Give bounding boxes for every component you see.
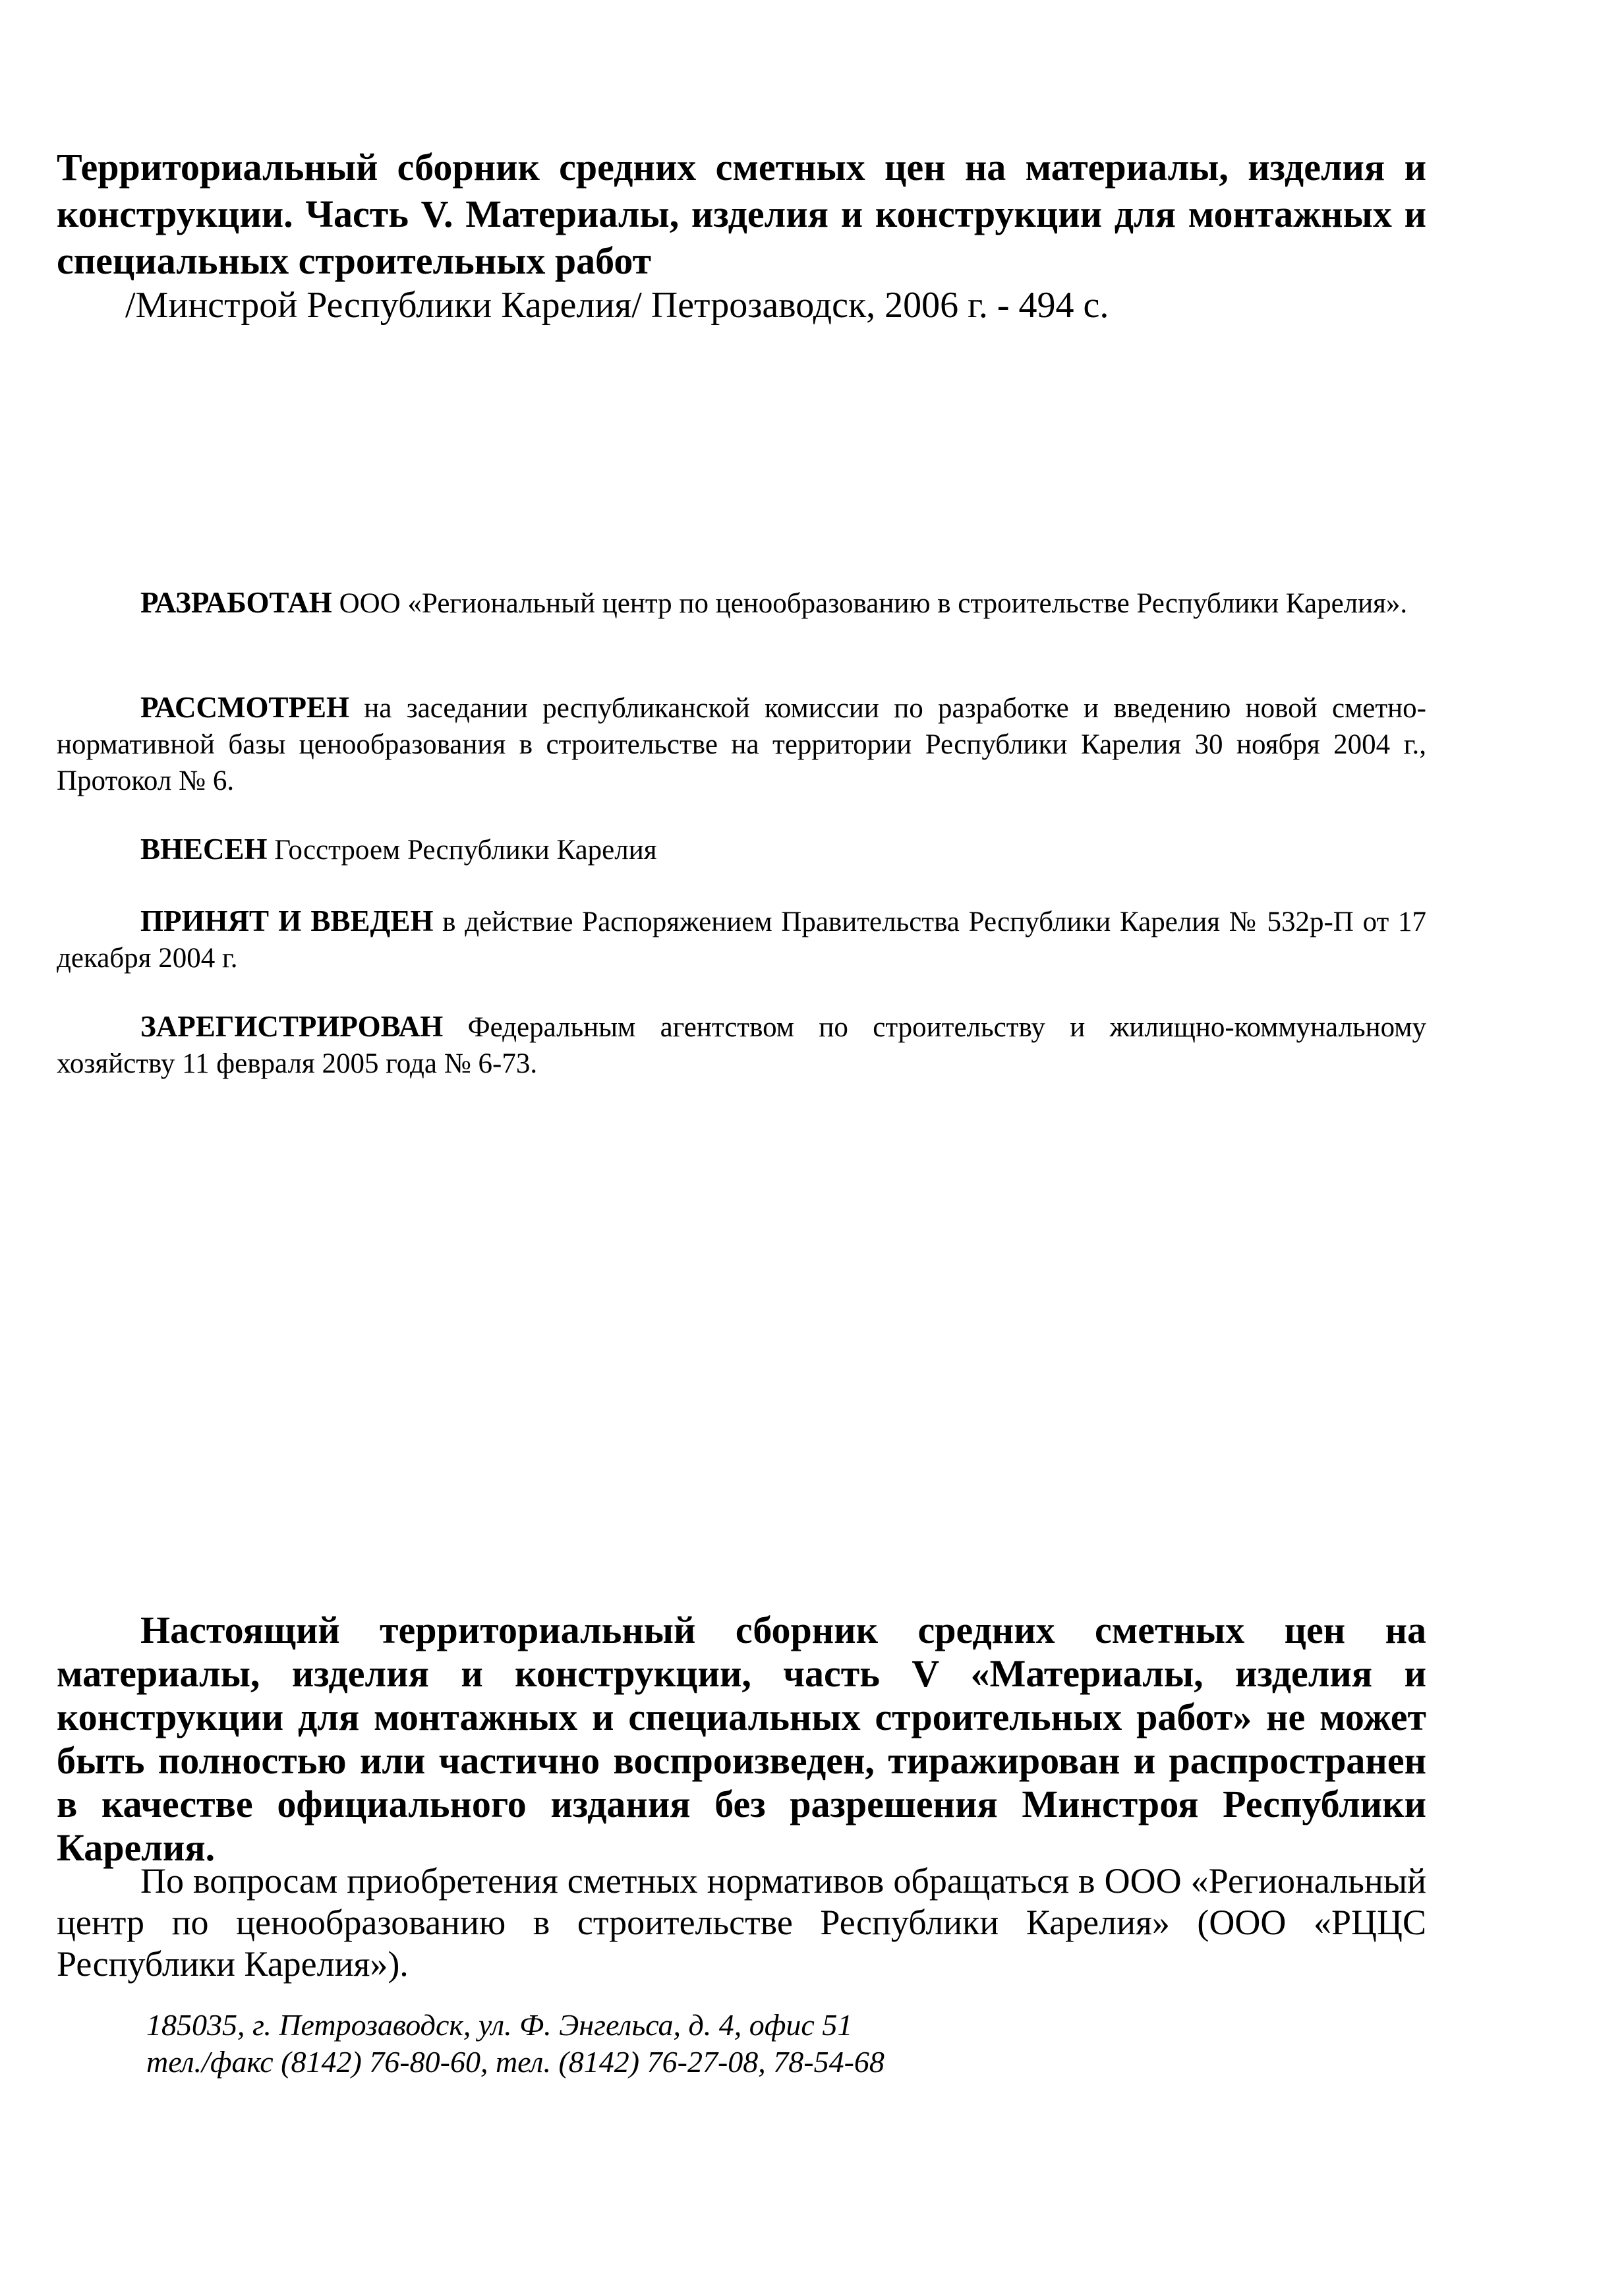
credit-adopted-label: ПРИНЯТ И ВВЕДЕН [140,904,434,937]
credit-developed [57,585,1426,622]
credit-reviewed-text: на заседании республиканской комиссии по разработке и введению новой сметно-нормативной базы ценообразования в строительстве на территории Республики Карелия 30 ноября 2004 г., Протокол № 6. [57,693,1426,796]
credit-registered-text: Федеральным агентством по строительству и жилищно-коммунальному хозяйству 11 февраля 2005 года № 6-73. [57,1012,1426,1079]
credit-adopted [57,903,1426,976]
credit-registered [57,1009,1426,1082]
copyright-notice: Настоящий территориальный сборник средних сметных цен на материалы, изделия и конструкции, часть V «Материалы, изделия и конструкции для монтажных и специальных строительных работ» не может быть полностью или частично воспроизведен, тиражирован и распространен в качестве официального издания без разрешения Минстроя Республики Карелия. [57,1609,1426,1869]
credit-developed-label: РАЗРАБОТАН [140,586,332,619]
credit-submitted-label: ВНЕСЕН [140,833,268,866]
document-title [57,144,1426,325]
credit-reviewed-label: РАССМОТРЕН [140,691,349,724]
title-heading: Территориальный сборник средних сметных цен на материалы, изделия и конструкции. Часть V. Материалы, изделия и конструкции для монтажных и специальных строительных работ [57,146,1426,282]
credit-registered-label: ЗАРЕГИСТРИРОВАН [140,1010,444,1043]
credit-submitted-text: Госстроем Республики Карелия [267,835,657,866]
credit-developed-text: ООО «Региональный центр по ценообразованию в строительстве Республики Карелия». [332,588,1408,619]
phone-line: тел./факс (8142) 76-80-60, тел. (8142) 76-27-08, 78-54-68 [146,2045,884,2079]
publication-line: /Минстрой Республики Карелия/ Петрозаводск, 2006 г. - 494 с. [125,285,1109,326]
address-line: 185035, г. Петрозаводск, ул. Ф. Энгельса, д. 4, офис 51 [146,2008,853,2042]
contact-paragraph: По вопросам приобретения сметных нормативов обращаться в ООО «Региональный центр по ценообразованию в строительстве Республики Карелия» (ООО «РЦЦС Республики Карелия»). [57,1861,1426,1984]
credit-submitted [57,831,1426,868]
credit-reviewed [57,690,1426,799]
address-block [146,2007,1399,2081]
credit-adopted-text: в действие Распоряжением Правительства Республики Карелия № 532р-П от 17 декабря 2004 г. [57,906,1427,974]
